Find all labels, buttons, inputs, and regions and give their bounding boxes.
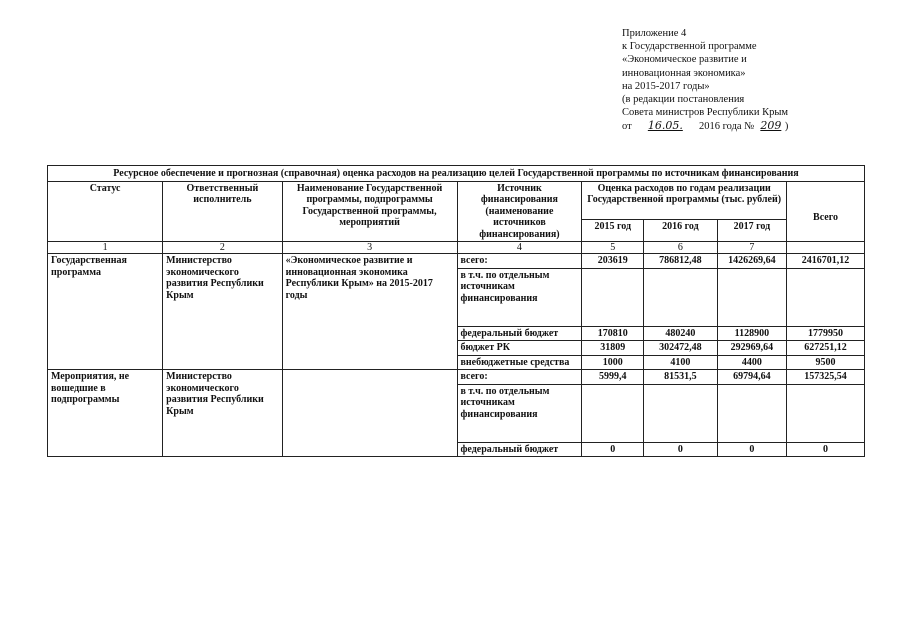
value-2017 [717, 384, 786, 442]
table-row [48, 254, 865, 269]
appendix-line: «Экономическое развитие и [622, 54, 747, 66]
value-2017: 292969,64 [717, 341, 786, 356]
col-number: 1 [48, 242, 163, 254]
value-2015: 203619 [582, 254, 644, 269]
appendix-date-line: от 16.05. 2016 года № 209 ) [622, 119, 789, 133]
col-number: 4 [457, 242, 582, 254]
source-cell: всего: [457, 254, 582, 269]
value-2015 [582, 268, 644, 326]
value-2015: 170810 [582, 326, 644, 341]
header-2015: 2015 год [582, 220, 644, 242]
executor-cell: Министерство экономического развития Республики Крым [163, 254, 282, 370]
source-cell: всего: [457, 370, 582, 385]
executor-cell: Министерство экономического развития Республики Крым [163, 370, 282, 457]
source-cell: бюджет РК [457, 341, 582, 356]
program-name-cell [282, 370, 457, 457]
value-2016: 302472,48 [644, 341, 718, 356]
date-year: 2016 года № [698, 121, 755, 133]
value-2015 [582, 384, 644, 442]
value-2016 [644, 268, 718, 326]
value-total: 2416701,12 [787, 254, 865, 269]
appendix-line: Приложение 4 [622, 28, 687, 39]
status-cell: Государственная программа [48, 254, 163, 370]
col-number: 3 [282, 242, 457, 254]
value-total: 157325,54 [787, 370, 865, 385]
col-number: 6 [644, 242, 718, 254]
value-2016: 81531,5 [644, 370, 718, 385]
value-2017: 0 [717, 442, 786, 457]
status-cell: Мероприятия, не вошедшие в подпрограммы [48, 370, 163, 457]
value-2016: 0 [644, 442, 718, 457]
value-2017: 69794,64 [717, 370, 786, 385]
source-cell: в т.ч. по отдельным источникам финансирования [457, 384, 582, 442]
source-cell: федеральный бюджет [457, 326, 582, 341]
header-source: Источник финансирования (наименование источников финансирования) [457, 181, 582, 242]
value-2017: 4400 [717, 355, 786, 370]
table-row [48, 370, 865, 385]
header-name: Наименование Государственной программы, подпрограммы Государственной программы, мероприятий [282, 181, 457, 242]
value-2015: 5999,4 [582, 370, 644, 385]
value-total: 627251,12 [787, 341, 865, 356]
program-name-cell: «Экономическое развитие и инновационная экономика Республики Крым» на 2015-2017 годы [282, 254, 457, 370]
value-2016: 480240 [644, 326, 718, 341]
appendix-line: на 2015-2017 годы» [622, 80, 710, 92]
appendix-line: к Государственной программе [622, 41, 757, 53]
source-cell: в т.ч. по отдельным источникам финансирования [457, 268, 582, 326]
table-title: Ресурсное обеспечение и прогнозная (справочная) оценка расходов на реализацию целей Государственной программы по источникам финансирования [48, 166, 865, 182]
header-2017: 2017 год [717, 220, 786, 242]
appendix-block [622, 27, 788, 134]
resource-table [47, 165, 865, 457]
handwritten-number: 209 [760, 119, 782, 133]
value-2015: 0 [582, 442, 644, 457]
header-2016: 2016 год [644, 220, 718, 242]
value-total: 9500 [787, 355, 865, 370]
col-number: 7 [717, 242, 786, 254]
source-cell: федеральный бюджет [457, 442, 582, 457]
value-total: 0 [787, 442, 865, 457]
value-total [787, 268, 865, 326]
header-executor: Ответственный исполнитель [163, 181, 282, 242]
handwritten-date: 16.05. [647, 119, 683, 133]
value-2016: 4100 [644, 355, 718, 370]
value-2015: 1000 [582, 355, 644, 370]
date-prefix: от [622, 121, 632, 133]
appendix-line: инновационная экономика» [622, 67, 746, 79]
value-2016 [644, 384, 718, 442]
value-2015: 31809 [582, 341, 644, 356]
appendix-line: Совета министров Республики Крым [622, 107, 789, 119]
value-total [787, 384, 865, 442]
header-status: Статус [48, 181, 163, 242]
col-number: 2 [163, 242, 282, 254]
header-estimate: Оценка расходов по годам реализации Государственной программы (тыс. рублей) [582, 181, 787, 220]
value-2016: 786812,48 [644, 254, 718, 269]
source-cell: внебюджетные средства [457, 355, 582, 370]
appendix-line: (в редакции постановления [622, 94, 745, 106]
value-2017 [717, 268, 786, 326]
value-2017: 1128900 [717, 326, 786, 341]
value-total: 1779950 [787, 326, 865, 341]
col-number [787, 242, 865, 254]
header-total: Всего [787, 181, 865, 242]
value-2017: 1426269,64 [717, 254, 786, 269]
col-number: 5 [582, 242, 644, 254]
